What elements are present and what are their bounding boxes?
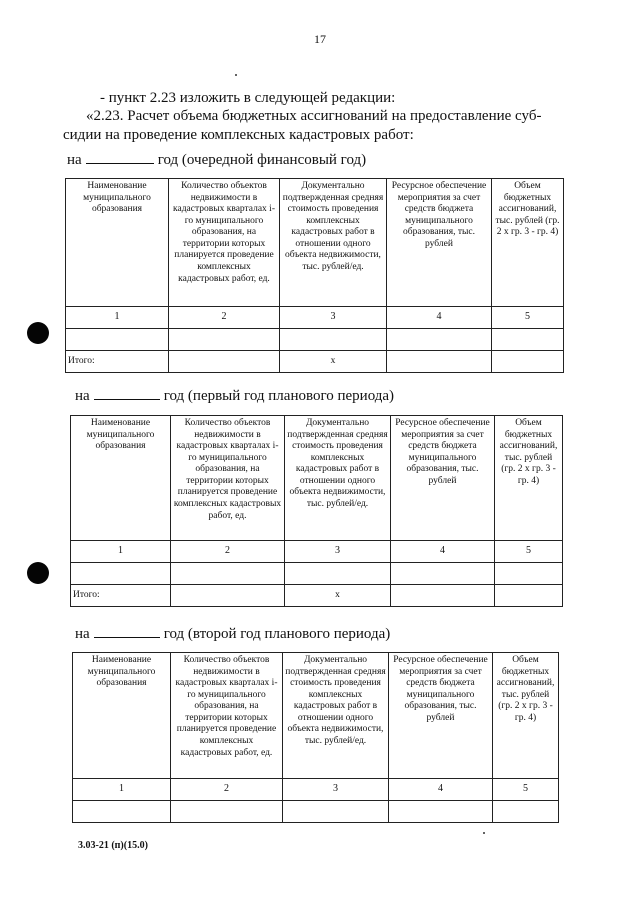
header-row [66, 179, 564, 307]
page-number: 17 [314, 32, 326, 46]
calculation-table-1 [65, 178, 564, 373]
header-cell: Количество объектов недвижимости в кадастровых кварталах i-го муниципального образования, на территории которых планируется проведение комплексных кадастровых работ, ед. [169, 179, 280, 307]
clause-line-2: сидии на проведение комплексных кадастровых работ: [63, 127, 414, 143]
data-row [66, 329, 564, 351]
column-number-row [71, 541, 563, 563]
empty-cell [169, 329, 280, 351]
header-cell: Объем бюджетных ассигнований, тыс. рублей (гр. 2 x гр. 3 - гр. 4) [492, 179, 564, 307]
punch-hole [27, 562, 49, 584]
column-number: 3 [280, 307, 387, 329]
header-cell: Ресурсное обеспечение мероприятия за счет средств бюджета муниципального образования, тыс. рублей [391, 416, 495, 541]
header-cell: Документально подтвержденная средняя стоимость проведения комплексных кадастровых работ в отношении одного объекта недвижимости, тыс. рублей/ед. [285, 416, 391, 541]
header-cell: Количество объектов недвижимости в кадастровых кварталах i-го муниципального образования, на территории которых планируется проведение комплексных кадастровых работ, ед. [171, 416, 285, 541]
data-row [73, 801, 559, 823]
empty-cell [285, 563, 391, 585]
column-number: 4 [391, 541, 495, 563]
empty-cell [493, 801, 559, 823]
column-number: 2 [171, 779, 283, 801]
total-row [71, 585, 563, 607]
header-cell: Объем бюджетных ассигнований, тыс. рублей (гр. 2 x гр. 3 - гр. 4) [493, 653, 559, 779]
clause-line-1: «2.23. Расчет объема бюджетных ассигнований на предоставление суб- [86, 108, 542, 124]
empty-cell [492, 351, 564, 373]
footer-code: 3.03-21 (п)(15.0) [78, 840, 148, 851]
total-row [66, 351, 564, 373]
header-cell: Количество объектов недвижимости в кадастровых кварталах i-го муниципального образования, на территории которых планируется проведение комплексных кадастровых работ, ед. [171, 653, 283, 779]
empty-cell [389, 801, 493, 823]
column-number: 5 [492, 307, 564, 329]
header-cell: Объем бюджетных ассигнований, тыс. рублей (гр. 2 x гр. 3 - гр. 4) [495, 416, 563, 541]
header-cell: Наименование муниципального образования [73, 653, 171, 779]
header-row [71, 416, 563, 541]
calculation-table-2 [70, 415, 563, 607]
year-heading-3: на год (второй год планового периода) [75, 626, 391, 642]
empty-cell [171, 801, 283, 823]
column-number: 1 [71, 541, 171, 563]
column-number: 4 [389, 779, 493, 801]
punch-hole [27, 322, 49, 344]
header-row [73, 653, 559, 779]
calculation-table-3 [72, 652, 559, 823]
header-cell: Наименование муниципального образования [66, 179, 169, 307]
period-label-3: (второй год планового периода) [187, 626, 391, 642]
period-label-2: (первый год планового периода) [187, 388, 395, 404]
empty-cell [169, 351, 280, 373]
period-label-1: (очередной финансовый год) [181, 152, 367, 168]
header-cell: Ресурсное обеспечение мероприятия за счет средств бюджета муниципального образования, тыс. рублей [389, 653, 493, 779]
empty-cell [495, 563, 563, 585]
empty-cell [391, 585, 495, 607]
empty-cell [66, 329, 169, 351]
header-cell: Наименование муниципального образования [71, 416, 171, 541]
column-number: 1 [66, 307, 169, 329]
column-number-row [73, 779, 559, 801]
data-row [71, 563, 563, 585]
empty-cell [387, 329, 492, 351]
column-number: 1 [73, 779, 171, 801]
total-mark: x [280, 351, 387, 373]
year-heading-1: на год (очередной финансовый год) [67, 152, 367, 168]
empty-cell [492, 329, 564, 351]
column-number: 4 [387, 307, 492, 329]
scan-speck [235, 74, 237, 76]
empty-cell [280, 329, 387, 351]
total-mark: x [285, 585, 391, 607]
column-number: 2 [169, 307, 280, 329]
header-cell: Ресурсное обеспечение мероприятия за счет средств бюджета муниципального образования, тыс. рублей [387, 179, 492, 307]
empty-cell [71, 563, 171, 585]
empty-cell [495, 585, 563, 607]
total-label: Итого: [71, 585, 171, 607]
intro-line: - пункт 2.23 изложить в следующей редакции: [100, 90, 396, 106]
header-cell: Документально подтвержденная средняя стоимость проведения комплексных кадастровых работ в отношении одного объекта недвижимости, тыс. рублей/ед. [283, 653, 389, 779]
empty-cell [387, 351, 492, 373]
scan-speck [483, 832, 485, 834]
empty-cell [171, 563, 285, 585]
column-number: 5 [493, 779, 559, 801]
year-heading-2: на год (первый год планового периода) [75, 388, 395, 404]
column-number: 3 [283, 779, 389, 801]
column-number-row [66, 307, 564, 329]
column-number: 5 [495, 541, 563, 563]
empty-cell [391, 563, 495, 585]
empty-cell [283, 801, 389, 823]
column-number: 3 [285, 541, 391, 563]
total-label: Итого: [66, 351, 169, 373]
header-cell: Документально подтвержденная средняя стоимость проведения комплексных кадастровых работ в отношении одного объекта недвижимости, тыс. рублей/ед. [280, 179, 387, 307]
empty-cell [73, 801, 171, 823]
column-number: 2 [171, 541, 285, 563]
empty-cell [171, 585, 285, 607]
